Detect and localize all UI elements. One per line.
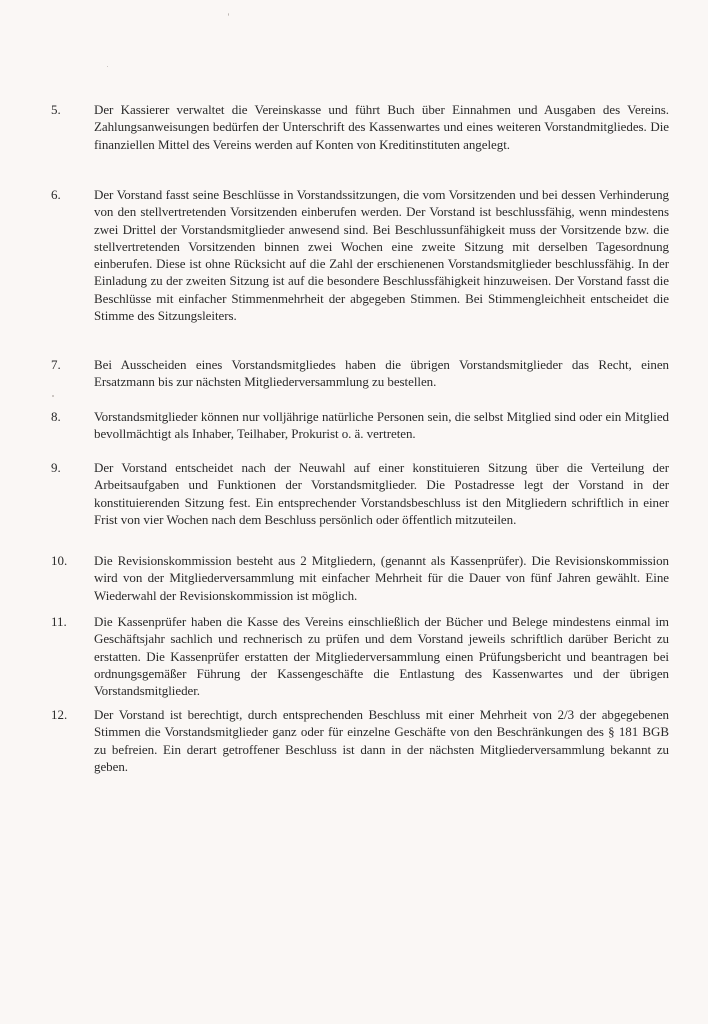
clause-text: Die Kassenprüfer haben die Kasse des Vereins einschließlich der Bücher und Belege mindestens einmal im Geschäftsjahr sachlich und rechnerisch zu prüfen und dem Vorstand jeweils schriftlich darüber Bericht zu erstatten. Die Kassenprüfer erstatten der Mitgliederversammlung einen Prüfungsbericht und beantragen bei ordnungsgemäßer Führung der Kassengeschäfte die Entlastung des Kassenwartes und der übrigen Vorstandsmitglieder. <box>94 614 669 699</box>
clause-number: 10. <box>51 553 68 568</box>
clause-text: Der Vorstand fasst seine Beschlüsse in Vorstandssitzungen, die vom Vorsitzenden und bei dessen Verhinderung von den stellvertretenden Vorsitzenden einberufen werden. Der Vorstand ist beschlussfähig, wenn mindestens zwei Drittel der Vorstandsmitglieder anwesend sind. Bei Beschlussunfähigkeit muss der Vorsitzende bzw. die stellvertretenden Vorsitzenden binnen zwei Wochen eine zweite Sitzung mit derselben Tagesordnung einberufen. Diese ist ohne Rücksicht auf die Zahl der erschienenen Vorstandsmitglieder beschlussfähig. In der Einladung zu der zweiten Sitzung ist auf die besondere Beschlussfähigkeit hinzuweisen. Der Vorstand fasst die Beschlüsse mit einfacher Stimmenmehrheit der abgegeben Stimmen. Bei Stimmengleichheit entscheidet die Stimme des Sitzungsleiters. <box>94 187 669 324</box>
clause-text: Der Vorstand ist berechtigt, durch entsprechenden Beschluss mit einer Mehrheit von 2/3 der abgegebenen Stimmen die Vorstandsmitglieder ganz oder für einzelne Geschäfte von den Beschränkungen des § 181 BGB zu befreien. Ein derart getroffener Beschluss ist dann in der nächsten Mitgliederversammlung bekannt zu geben. <box>94 707 669 774</box>
clause-number: 5. <box>51 102 61 117</box>
clause-text: Vorstandsmitglieder können nur volljährige natürliche Personen sein, die selbst Mitglied sind oder ein Mitglied bevollmächtigt als Inhaber, Teilhaber, Prokurist o. ä. vertreten. <box>94 409 669 442</box>
clause-text: Bei Ausscheiden eines Vorstandsmitgliedes haben die übrigen Vorstandsmitglieder das Recht, einen Ersatzmann bis zur nächsten Mitgliederversammlung zu bestellen. <box>94 357 669 390</box>
scan-speck <box>52 395 54 397</box>
scan-speck <box>107 66 108 67</box>
clause-text: Der Kassierer verwaltet die Vereinskasse und führt Buch über Einnahmen und Ausgaben des Vereins. Zahlungsanweisungen bedürfen der Unterschrift des Kassenwartes und eines weiteren Vorstandmitgliedes. Die finanziellen Mittel des Vereins werden auf Konten von Kreditinstituten angelegt. <box>94 102 669 152</box>
clause-number: 6. <box>51 187 61 202</box>
scan-speck <box>228 13 229 16</box>
clause-number: 9. <box>51 460 61 475</box>
clause-number: 7. <box>51 357 61 372</box>
clause-number: 12. <box>51 707 68 722</box>
clause-number: 11. <box>51 614 67 629</box>
clause-number: 8. <box>51 409 61 424</box>
clause-text: Der Vorstand entscheidet nach der Neuwahl auf einer konstituieren Sitzung über die Verteilung der Arbeitsaufgaben und Funktionen der Vorstandsmitglieder. Die Postadresse legt der Vorstand in der konstituierenden Sitzung fest. Ein entsprechender Vorstandsbeschluss ist den Mitgliedern schriftlich in einer Frist von vier Wochen nach dem Beschluss persönlich oder öffentlich mitzuteilen. <box>94 460 669 527</box>
clause-text: Die Revisionskommission besteht aus 2 Mitgliedern, (genannt als Kassenprüfer). Die Revisionskommission wird von der Mitgliederversammlung mit einfacher Mehrheit für die Dauer von fünf Jahren gewählt. Eine Wiederwahl der Revisionskommission ist möglich. <box>94 553 669 603</box>
